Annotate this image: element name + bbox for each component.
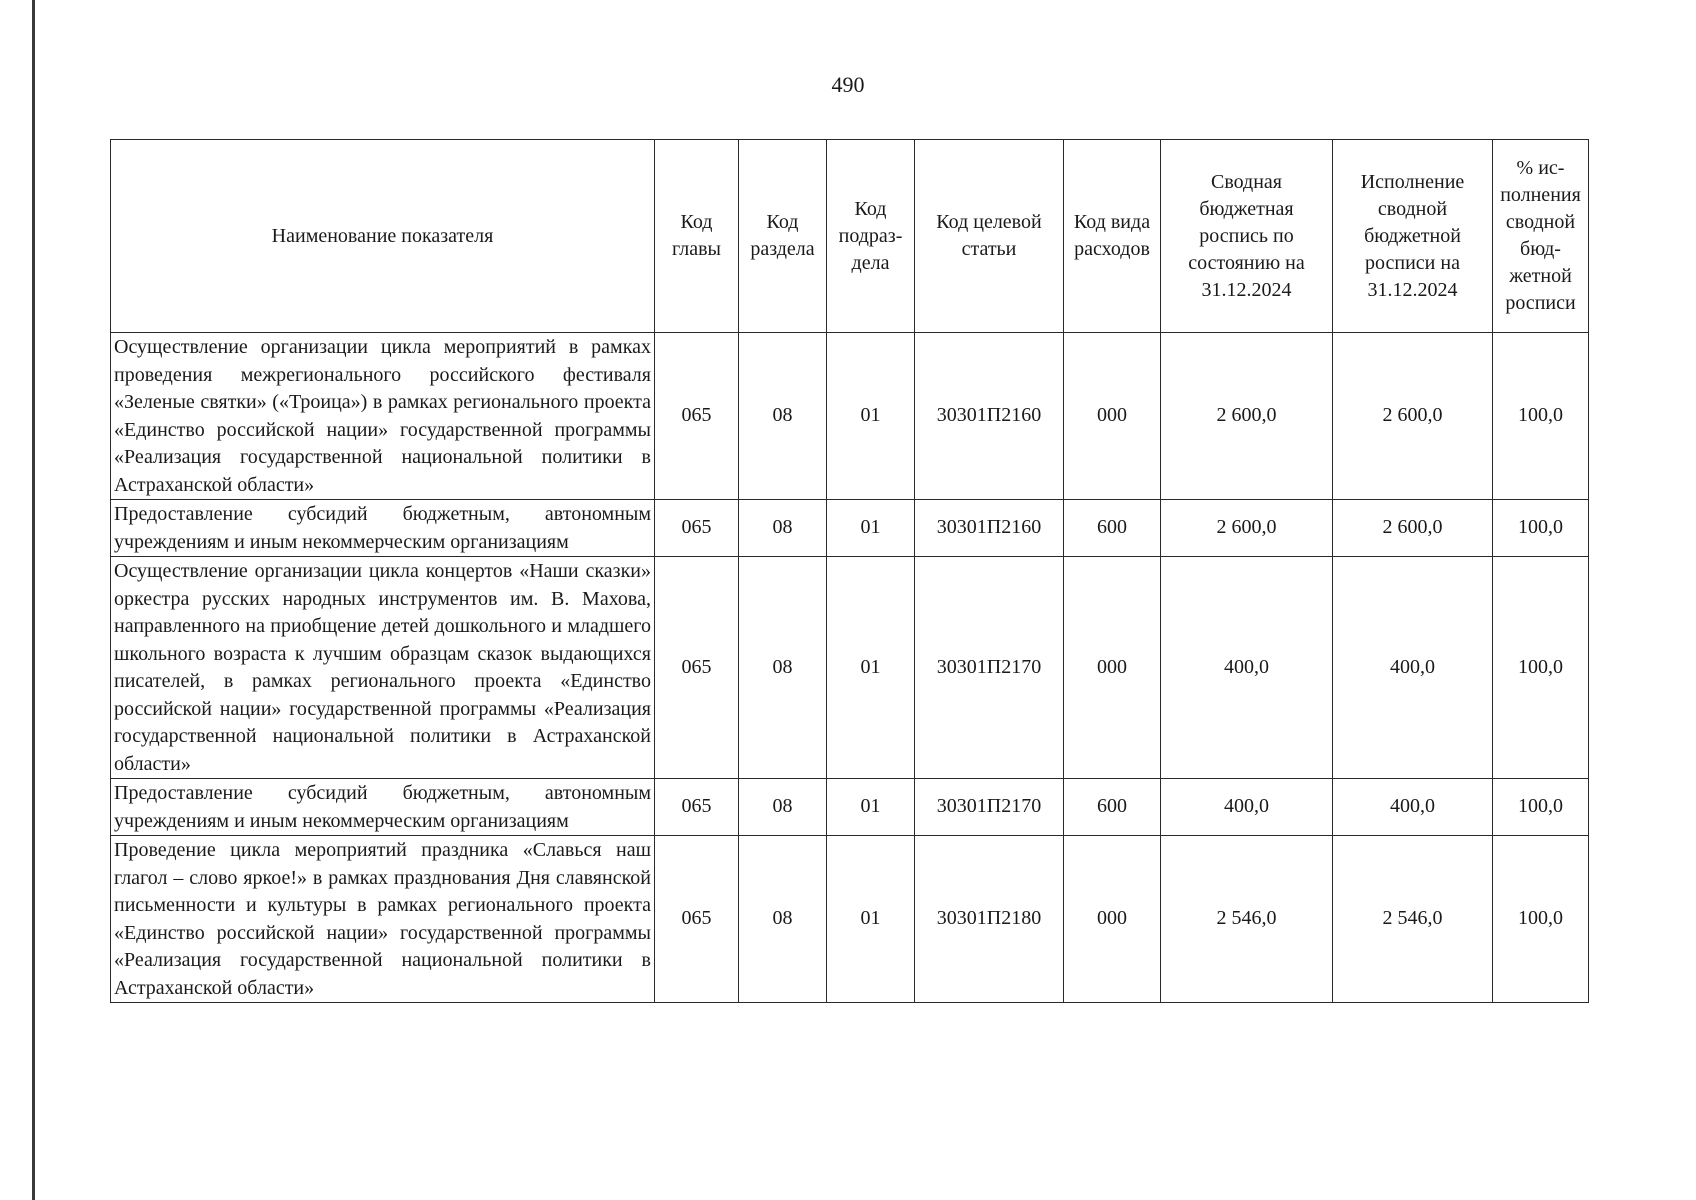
cell-expense-type-code: 000 xyxy=(1064,836,1161,1003)
cell-execution-percent: 100,0 xyxy=(1493,557,1589,779)
header-section-code: Код раздела xyxy=(739,140,827,333)
budget-execution-table xyxy=(110,139,1589,1003)
header-execution-percent: % исполнения сводной бюджетной росписи xyxy=(1493,140,1589,333)
cell-subsection-code: 01 xyxy=(827,836,915,1003)
cell-budget-plan: 400,0 xyxy=(1161,557,1333,779)
cell-subsection-code: 01 xyxy=(827,500,915,557)
cell-budget-plan: 400,0 xyxy=(1161,779,1333,836)
cell-section-code: 08 xyxy=(739,500,827,557)
cell-target-article-code: 30301П2180 xyxy=(915,836,1064,1003)
cell-expense-type-code: 600 xyxy=(1064,500,1161,557)
header-row xyxy=(111,140,1589,333)
cell-chapter-code: 065 xyxy=(655,779,739,836)
header-expense-type-code: Код вида расходов xyxy=(1064,140,1161,333)
cell-execution-percent: 100,0 xyxy=(1493,333,1589,500)
cell-section-code: 08 xyxy=(739,779,827,836)
cell-target-article-code: 30301П2160 xyxy=(915,333,1064,500)
cell-budget-plan: 2 600,0 xyxy=(1161,333,1333,500)
cell-expense-type-code: 600 xyxy=(1064,779,1161,836)
cell-budget-execution: 400,0 xyxy=(1333,557,1493,779)
header-subsection-code: Код подраздела xyxy=(827,140,915,333)
table-row xyxy=(111,557,1589,779)
cell-target-article-code: 30301П2170 xyxy=(915,557,1064,779)
cell-budget-execution: 2 600,0 xyxy=(1333,333,1493,500)
table-row xyxy=(111,333,1589,500)
cell-subsection-code: 01 xyxy=(827,557,915,779)
cell-target-article-code: 30301П2170 xyxy=(915,779,1064,836)
cell-execution-percent: 100,0 xyxy=(1493,500,1589,557)
cell-section-code: 08 xyxy=(739,333,827,500)
table-row xyxy=(111,779,1589,836)
cell-budget-execution: 2 546,0 xyxy=(1333,836,1493,1003)
header-budget-plan: Сводная бюджетная роспись по состоянию на 31.12.2024 xyxy=(1161,140,1333,333)
cell-execution-percent: 100,0 xyxy=(1493,779,1589,836)
table-row xyxy=(111,836,1589,1003)
cell-target-article-code: 30301П2160 xyxy=(915,500,1064,557)
header-target-article-code: Код целевой статьи xyxy=(915,140,1064,333)
cell-subsection-code: 01 xyxy=(827,779,915,836)
cell-budget-execution: 400,0 xyxy=(1333,779,1493,836)
page-number: 490 xyxy=(831,72,865,97)
scan-edge-line xyxy=(32,0,35,1200)
cell-section-code: 08 xyxy=(739,557,827,779)
header-chapter-code: Код главы xyxy=(655,140,739,333)
header-indicator-name: Наименование показателя xyxy=(111,140,655,333)
cell-subsection-code: 01 xyxy=(827,333,915,500)
cell-chapter-code: 065 xyxy=(655,836,739,1003)
header-budget-execution: Исполнение сводной бюджетной росписи на 31.12.2024 xyxy=(1333,140,1493,333)
cell-execution-percent: 100,0 xyxy=(1493,836,1589,1003)
cell-indicator-name: Осуществление организации цикла концертов «Наши сказки» оркестра русских народных инструментов им. В. Махова, направленного на приобщение детей дошкольного и младшего школьного возраста к лучшим образцам сказок выдающихся писателей, в рамках регионального проекта «Единство российской нации» государственной программы «Реализация государственной национальной политики в Астраханской области» xyxy=(111,557,655,779)
cell-section-code: 08 xyxy=(739,836,827,1003)
cell-budget-plan: 2 600,0 xyxy=(1161,500,1333,557)
cell-chapter-code: 065 xyxy=(655,333,739,500)
cell-indicator-name: Предоставление субсидий бюджетным, автономным учреждениям и иным некоммерческим организациям xyxy=(111,779,655,836)
cell-chapter-code: 065 xyxy=(655,557,739,779)
cell-indicator-name: Предоставление субсидий бюджетным, автономным учреждениям и иным некоммерческим организациям xyxy=(111,500,655,557)
cell-budget-execution: 2 600,0 xyxy=(1333,500,1493,557)
table-row xyxy=(111,500,1589,557)
cell-chapter-code: 065 xyxy=(655,500,739,557)
cell-budget-plan: 2 546,0 xyxy=(1161,836,1333,1003)
cell-expense-type-code: 000 xyxy=(1064,557,1161,779)
cell-indicator-name: Осуществление организации цикла мероприятий в рамках проведения межрегионального российского фестиваля «Зеленые святки» («Троица») в рамках регионального проекта «Единство российской нации» государственной программы «Реализация государственной национальной политики в Астраханской области» xyxy=(111,333,655,500)
cell-indicator-name: Проведение цикла мероприятий праздника «Славься наш глагол – слово яркое!» в рамках празднования Дня славянской письменности и культуры в рамках регионального проекта «Единство российской нации» государственной программы «Реализация государственной национальной политики в Астраханской области» xyxy=(111,836,655,1003)
cell-expense-type-code: 000 xyxy=(1064,333,1161,500)
